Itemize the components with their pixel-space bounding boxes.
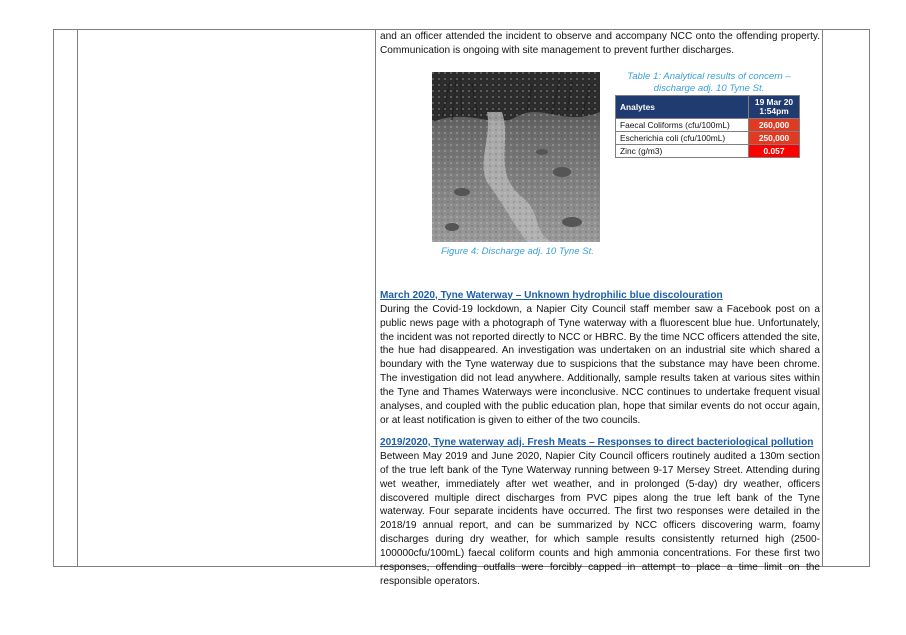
intro-paragraph: and an officer attended the incident to observe and accompany NCC onto the offending property. Communication is ongoing with site management to prevent further discharges.: [380, 31, 820, 56]
analyte-value: 250,000: [749, 132, 800, 145]
analyte-value: 0.057: [749, 145, 800, 158]
column-divider: [822, 30, 823, 566]
table-row: [616, 145, 800, 158]
analyte-label: Faecal Coliforms (cfu/100mL): [616, 119, 749, 132]
table-row: [616, 132, 800, 145]
section-body-blue-discolouration: During the Covid-19 lockdown, a Napier City Council staff member saw a Facebook post on a public news page with a photograph of Tyne waterway with a fluorescent blue hue. Unfortunately, the incident was not reported directly to NCC or HBRC. By the time NCC officers attended the site, the hue had disappeared. An investigation was undertaken on an industrial site which shared a boundary with the Tyne waterway due to suspicions that the substance may have been chrome. The investigation did not lead anywhere. Additionally, sample results taken at various sites within the Tyne and Thames Waterways were inconclusive. NCC continues to undertake frequent visual analyses, and coupled with the public education plan, hope that similar events do not occur again, or at least notification is given to either of the two councils.: [380, 303, 820, 426]
column-divider: [375, 30, 376, 566]
header-date: 19 Mar 20: [754, 96, 794, 107]
section-title-blue-discolouration: March 2020, Tyne Waterway – Unknown hydrophilic blue discolouration: [380, 289, 723, 301]
header-time: 1:54pm: [759, 106, 789, 116]
analytical-results-table: [615, 95, 800, 158]
section-body-bacteriological-pollution: Between May 2019 and June 2020, Napier City Council officers routinely audited a 130m section of the true left bank of the Tyne Waterway running between 9-17 Mersey Street. Attending during wet weather, immediately after wet weather, and in prolonged (5-day) dry weather, officers discovered multiple direct discharges from PVC pipes along the true left bank of the Tyne waterway. Four separate incidents have occurred. The first two responses were detailed in the 2018/19 annual report, and can be summarized by NCC officers discovering warm, foamy discharges during dry weather, for which sample results consistently returned high (2500-100000cfu/100mL) faecal coliform counts and high ammonia concentrations. For these first two responses, offending outfalls were forcibly capped in attempt to place a time limit on the responsible operators.: [380, 450, 820, 587]
column-divider: [77, 30, 78, 566]
table-caption: Table 1: Analytical results of concern – discharge adj. 10 Tyne St.: [627, 71, 791, 94]
section-title-bacteriological-pollution: 2019/2020, Tyne waterway adj. Fresh Meats – Responses to direct bacteriological pollution: [380, 436, 814, 448]
discharge-photo: [432, 72, 600, 242]
figure-caption: Figure 4: Discharge adj. 10 Tyne St.: [441, 246, 594, 257]
table-row: [616, 119, 800, 132]
header-sample-date: [749, 96, 800, 119]
header-analytes: Analytes: [616, 96, 749, 119]
table-header-row: [616, 96, 800, 119]
analyte-label: Zinc (g/m3): [616, 145, 749, 158]
analyte-label: Escherichia coli (cfu/100mL): [616, 132, 749, 145]
analyte-value: 260,000: [749, 119, 800, 132]
